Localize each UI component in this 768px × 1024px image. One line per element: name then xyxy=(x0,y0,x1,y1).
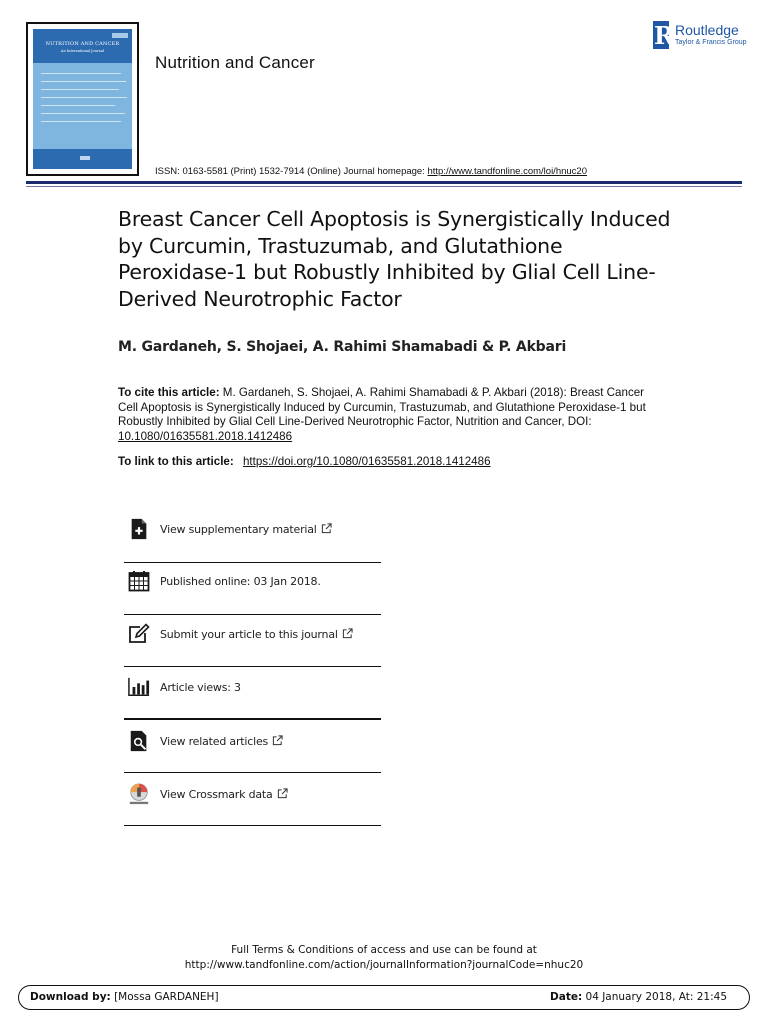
header-divider xyxy=(26,181,742,184)
crossmark-icon xyxy=(128,783,150,805)
download-date: Date: 04 January 2018, At: 21:45 xyxy=(550,991,727,1003)
citation-label: To cite this article: xyxy=(118,386,220,399)
citation-doi-link[interactable]: 10.1080/01635581.2018.1412486 xyxy=(118,429,293,443)
journal-cover-thumbnail xyxy=(26,22,139,176)
header-divider-thin xyxy=(26,186,742,187)
article-doi-link[interactable]: https://doi.org/10.1080/01635581.2018.1412486 xyxy=(242,455,491,468)
cover-text-line xyxy=(41,73,121,74)
info-separator xyxy=(124,562,381,563)
external-link-icon xyxy=(342,628,353,639)
info-separator xyxy=(124,825,381,826)
info-separator xyxy=(124,666,381,667)
bar-chart-icon xyxy=(128,676,150,698)
cover-text-line xyxy=(41,113,125,114)
info-separator xyxy=(124,614,381,615)
publisher-group: Taylor & Francis Group xyxy=(675,39,747,46)
publisher-name: Routledge xyxy=(675,22,739,38)
submit-article-link[interactable] xyxy=(124,623,381,663)
edit-icon xyxy=(128,623,150,645)
cover-footer-band xyxy=(33,149,132,169)
search-document-icon xyxy=(128,730,150,752)
terms-line: Full Terms & Conditions of access and use can be found at xyxy=(231,944,537,956)
view-related-articles-link[interactable] xyxy=(124,730,381,770)
cover-artwork xyxy=(33,29,132,169)
issn-text: ISSN: 0163-5581 (Print) 1532-7914 (Online) Journal homepage: xyxy=(155,166,428,177)
external-link-icon xyxy=(321,523,332,534)
publisher-logo xyxy=(653,21,748,51)
citation-text: M. Gardaneh, S. Shojaei, A. Rahimi Shamabadi & P. Akbari (2018): Breast Cancer Cell Apoptosis is Synergistically Induced by Curcumin, Trastuzumab, and Glutathione Peroxidase-1 but Robustly Inhibited by Glial Cell Line-Derived Neurotrophic Factor, Nutrition and Cancer, DOI: xyxy=(118,386,646,429)
journal-name[interactable]: Nutrition and Cancer xyxy=(155,53,315,72)
info-item-label: View related articles xyxy=(160,735,283,748)
supplementary-file-icon xyxy=(128,518,150,540)
download-info-bar xyxy=(18,985,750,1010)
citation-block xyxy=(118,386,648,444)
cover-subtitle: An International Journal xyxy=(60,49,105,53)
cover-text-line xyxy=(41,81,126,82)
external-link-icon xyxy=(277,788,288,799)
cover-title: NUTRITION AND CANCER xyxy=(45,41,120,47)
calendar-icon xyxy=(128,570,150,592)
article-link-label: To link to this article: xyxy=(118,455,237,468)
download-by: Download by: [Mossa GARDANEH] xyxy=(30,991,219,1003)
cover-text-line xyxy=(41,121,121,122)
terms-url[interactable]: http://www.tandfonline.com/action/journalInformation?journalCode=nhuc20 xyxy=(184,958,584,971)
issn-line xyxy=(155,166,587,177)
journal-homepage-link[interactable]: http://www.tandfonline.com/loi/hnuc20 xyxy=(427,166,587,177)
external-link-icon xyxy=(272,735,283,746)
info-item-label: View Crossmark data xyxy=(160,788,288,801)
info-item-label: Published online: 03 Jan 2018. xyxy=(160,575,321,588)
info-item-label: Submit your article to this journal xyxy=(160,628,353,641)
published-online-item xyxy=(124,570,381,610)
cover-tag xyxy=(112,33,128,38)
cover-text-line xyxy=(41,97,127,98)
view-supplementary-material-link[interactable] xyxy=(124,518,381,558)
info-separator xyxy=(124,718,381,720)
info-separator xyxy=(124,772,381,773)
terms-and-conditions xyxy=(0,943,768,972)
article-link-line xyxy=(118,455,491,468)
cover-text-line xyxy=(41,89,119,90)
info-item-label: View supplementary material xyxy=(160,523,332,536)
view-crossmark-data-link[interactable] xyxy=(124,783,381,823)
routledge-logo-icon: R xyxy=(654,21,674,50)
article-authors: M. Gardaneh, S. Shojaei, A. Rahimi Shamabadi & P. Akbari xyxy=(118,339,567,355)
info-item-label: Article views: 3 xyxy=(160,681,241,694)
cover-text-line xyxy=(41,105,115,106)
article-title: Breast Cancer Cell Apoptosis is Synergistically Induced by Curcumin, Trastuzumab, and Glutathione Peroxidase-1 but Robustly Inhibited by Glial Cell Line-Derived Neurotrophic Factor xyxy=(118,207,671,311)
article-views-item xyxy=(124,676,381,716)
